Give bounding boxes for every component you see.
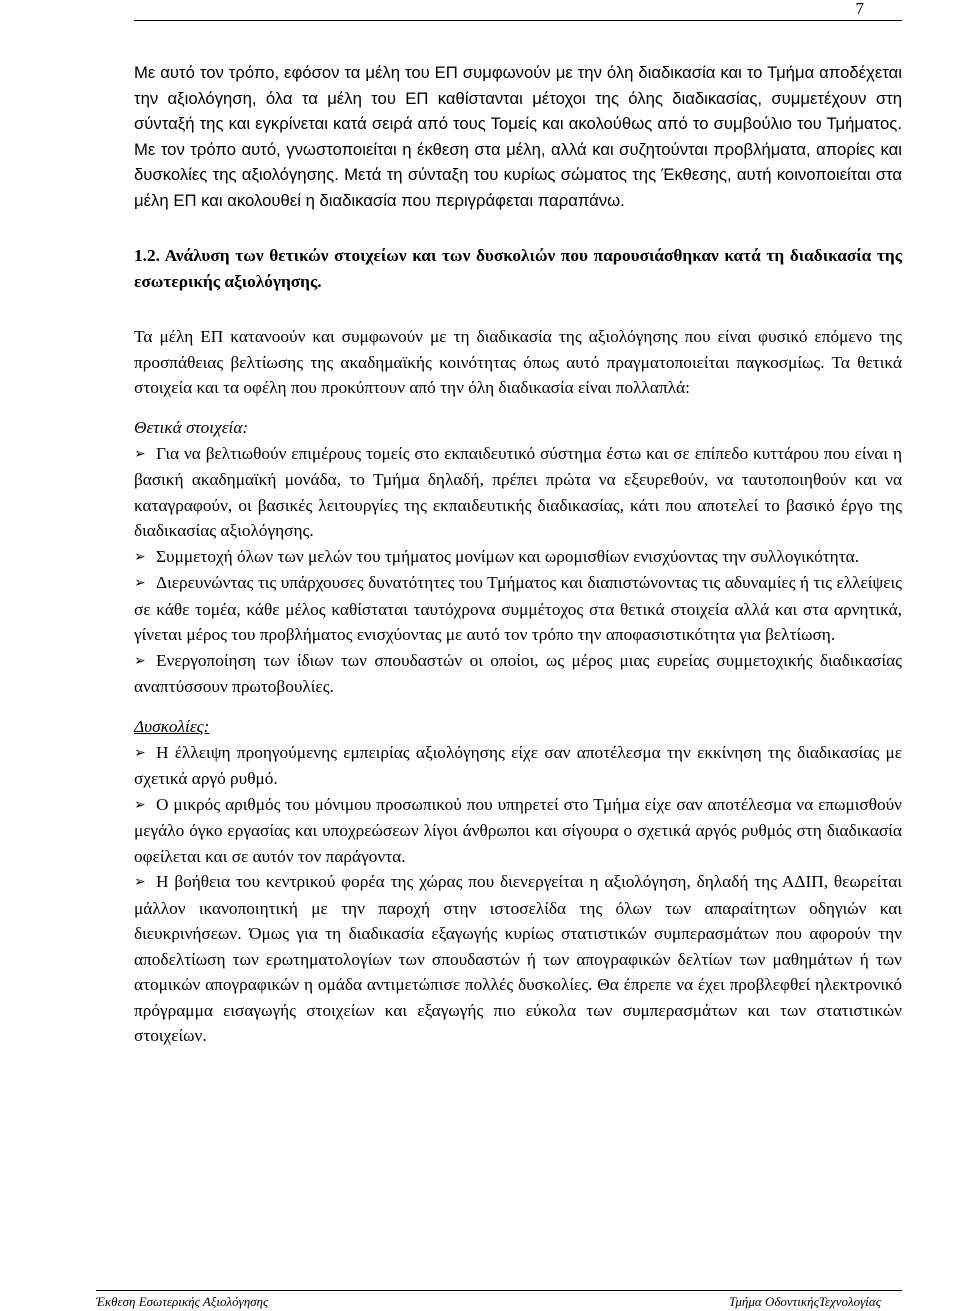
positives-list xyxy=(134,441,902,700)
section-heading: 1.2. Ανάλυση των θετικών στοιχείων και των δυσκολιών που παρουσιάσθηκαν κατά τη διαδικασία της εσωτερικής αξιολόγησης. xyxy=(134,246,902,291)
page-number: 7 xyxy=(855,0,864,18)
intro-paragraph xyxy=(134,60,902,213)
section-paragraph: Τα μέλη ΕΠ κατανοούν και συμφωνούν με τη διαδικασία της αξιολόγησης που είναι φυσικό επόμενο της προσπάθειας βελτίωσης της ακαδημαϊκής κοινότητας όπως αυτό πραγματοποιείται παγκοσμίως. Τα θετικά στοιχεία και τα οφέλη που προκύπτουν από την όλη διαδικασία είναι πολλαπλά: xyxy=(134,327,902,397)
footer-rule xyxy=(96,1290,902,1291)
list-item: ➢ Διερευνώντας τις υπάρχουσες δυνατότητες του Τμήματος και διαπιστώνοντας τις αδυναμίες ή τις ελλείψεις σε κάθε τομέα, κάθε μέλος καθίσταται ταυτόχρονα συμμέτοχος στα θετικά στοιχεία αλλά και στα αρνητικά, γίνεται μέρος του προβλήματος ενισχύοντας με αυτό τον τρόπο την αποφασιστικότητα για βελτίωση. xyxy=(134,573,902,644)
intro-text-part2: Μετά τη σύνταξη του κυρίως σώματος της Έκθεσης, αυτή κοινοποιείται στα μέλη ΕΠ και ακολουθεί η διαδικασία που περιγράφεται παραπάνω. xyxy=(134,165,902,210)
arrow-bullet-icon: ➢ xyxy=(134,652,146,669)
list-item: ➢ Η έλλειψη προηγούμενης εμπειρίας αξιολόγησης είχε σαν αποτέλεσμα την εκκίνηση της διαδικασίας με σχετικά αργό ρυθμό. xyxy=(134,742,902,788)
arrow-bullet-icon: ➢ xyxy=(134,744,146,761)
difficulties-list xyxy=(134,740,902,1049)
list-item: ➢ Για να βελτιωθούν επιμέρους τομείς στο εκπαιδευτικό σύστημα έστω και σε επίπεδο κυττάρου που είναι η βασική ακαδημαϊκή μονάδα, το Τμήμα δηλαδή, πρέπει πρώτα να εξευρεθούν, να ταυτοποιηθούν και να καταγραφούν, οι βασικές λειτουργίες της εκπαιδευτικής διαδικασίας, κάτι που αποτελεί το βασικό έργο της διαδικασίας αξιολόγησης. xyxy=(134,443,902,540)
positives-title: Θετικά στοιχεία: xyxy=(134,417,249,437)
arrow-bullet-icon: ➢ xyxy=(134,445,146,462)
arrow-bullet-icon: ➢ xyxy=(134,548,146,565)
list-item: ➢ Η βοήθεια του κεντρικού φορέα της χώρας που διενεργείται η αξιολόγηση, δηλαδή της ΑΔΙΠ, θεωρείται μάλλον ικανοποιητική με την παροχή στην ιστοσελίδα της όλων των απαραίτητων οδηγιών και διευκρινήσεων. Όμως για τη διαδικασία εξαγωγής κυρίως στατιστικών συμπερασμάτων που αφορούν την αποδελτίωση των ερωτηματολογίων των σπουδαστών ή των απογραφικών δελτίων των μαθημάτων ή των ατομικών απογραφικών η ομάδα αντιμετώπισε πολλές δυσκολίες. Θα έπρεπε να έχει προβλεφθεί ηλεκτρονικό πρόγραμμα εισαγωγής στοιχείων και εξαγωγής πιο εύκολα των συμπερασμάτων και των στατιστικών στοιχείων. xyxy=(134,872,902,1045)
list-item: ➢ Συμμετοχή όλων των μελών του τμήματος μονίμων και ωρομισθίων ενισχύοντας την συλλογικότητα. xyxy=(134,544,902,571)
arrow-bullet-icon: ➢ xyxy=(134,575,146,591)
document-body xyxy=(134,60,902,1049)
intro-text-part1: Με αυτό τον τρόπο, εφόσον τα μέλη του ΕΠ συμφωνούν με την όλη διαδικασία και το Τμήμα αποδέχεται την αξιολόγηση, όλα τα μέλη του ΕΠ καθίστανται μέτοχοι της όλης διαδικασίας, συμμετέχουν στη σύνταξή της και εγκρίνεται κατά σειρά από τους Τομείς και ακολούθως από το συμβούλιο του Τμήματος. Με τον τρόπο αυτό, γνωστοποιείται η έκθεση στα μέλη, αλλά και συζητούνται προβλήματα, απορίες και δυσκολίες της αξιολόγησης. xyxy=(134,63,902,184)
footer-department: Τμήμα ΟδοντικήςΤεχνολογίας xyxy=(728,1294,881,1309)
arrow-bullet-icon: ➢ xyxy=(134,796,146,813)
arrow-bullet-icon: ➢ xyxy=(134,874,146,890)
list-item: ➢ Ο μικρός αριθμός του μόνιμου προσωπικού που υπηρετεί στο Τμήμα είχε σαν αποτέλεσμα να επωμισθούν μεγάλο όγκο εργασίας και υποχρεώσεων λίγοι άνθρωποι και σίγουρα ο σχετικά αργός ρυθμός στη διαδικασία οφείλεται και σε αυτόν τον παράγοντα. xyxy=(134,794,902,866)
footer-document-title: Έκθεση Εσωτερικής Αξιολόγησης xyxy=(96,1294,269,1309)
header-rule xyxy=(134,20,902,21)
difficulties-title: Δυσκολίες: xyxy=(134,716,210,736)
list-item: ➢ Ενεργοποίηση των ίδιων των σπουδαστών οι οποίοι, ως μέρος μιας ευρείας συμμετοχικής διαδικασίας αναπτύσσουν πρωτοβουλίες. xyxy=(134,650,902,696)
